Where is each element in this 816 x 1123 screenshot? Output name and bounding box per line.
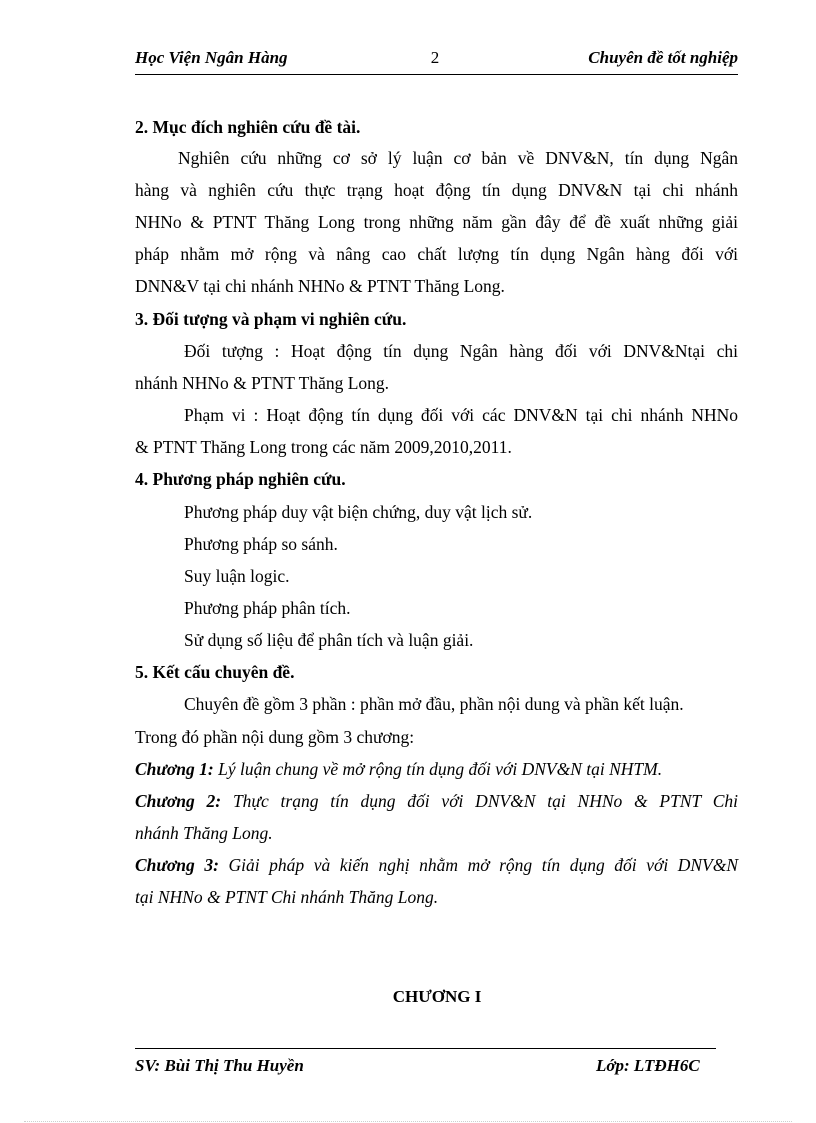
chapter-label: Chương 3: [135, 855, 219, 875]
paragraph-line: NHNo & PTNT Thăng Long trong những năm gần đây để đề xuất những giải [135, 212, 738, 232]
list-item: Phương pháp duy vật biện chứng, duy vật lịch sử. [184, 502, 533, 522]
section-2-heading: 2. Mục đích nghiên cứu đề tài. [135, 117, 361, 137]
paragraph-line: Đối tượng : Hoạt động tín dụng Ngân hàng đối với DNV&Ntại chi [184, 341, 738, 361]
footer-class: Lớp: LTĐH6C [596, 1056, 700, 1075]
chapter-3-entry [135, 855, 738, 875]
paragraph-line: Chuyên đề gồm 3 phần : phần mở đầu, phần nội dung và phần kết luận. [184, 694, 684, 714]
chapter-description: Giải pháp và kiến nghị nhằm mở rộng tín dụng đối với DNV&N [228, 855, 739, 875]
chapter-description: Thực trạng tín dụng đối với DNV&N tại NHNo & PTNT Chi [232, 791, 739, 811]
chapter-label: Chương 1: [135, 759, 214, 779]
chapter-2-entry [135, 791, 738, 811]
page-header: Học Viện Ngân Hàng 2 Chuyên đề tốt nghiệp [135, 48, 738, 75]
next-chapter-title: CHƯƠNG I [392, 987, 482, 1006]
paragraph-line: Trong đó phần nội dung gồm 3 chương: [135, 727, 415, 747]
list-item: Phương pháp so sánh. [184, 534, 338, 554]
paragraph-line: Nghiên cứu những cơ sở lý luận cơ bản về DNV&N, tín dụng Ngân [178, 148, 738, 168]
section-3-heading: 3. Đối tượng và phạm vi nghiên cứu. [135, 309, 407, 329]
list-item: Sử dụng số liệu để phân tích và luận giải. [184, 630, 474, 650]
chapter-description-cont: tại NHNo & PTNT Chi nhánh Thăng Long. [135, 887, 439, 907]
section-5-heading: 5. Kết cấu chuyên đề. [135, 662, 295, 682]
chapter-label: Chương 2: [135, 791, 222, 811]
chapter-1-entry [135, 759, 738, 779]
chapter-description: Lý luận chung về mở rộng tín dụng đối với DNV&N tại NHTM. [218, 759, 663, 779]
paragraph-line: pháp nhằm mở rộng và nâng cao chất lượng tín dụng Ngân hàng đối với [135, 244, 738, 264]
header-document-type: Chuyên đề tốt nghiệp [588, 48, 738, 67]
paragraph-line: hàng và nghiên cứu thực trạng hoạt động tín dụng DNV&N tại chi nhánh [135, 180, 738, 200]
chapter-description-cont: nhánh Thăng Long. [135, 823, 273, 843]
footer-divider [135, 1048, 716, 1049]
paragraph-line: DNN&V tại chi nhánh NHNo & PTNT Thăng Long. [135, 276, 505, 296]
list-item: Suy luận logic. [184, 566, 290, 586]
paragraph-line: Phạm vi : Hoạt động tín dụng đối với các DNV&N tại chi nhánh NHNo [184, 405, 738, 425]
list-item: Phương pháp phân tích. [184, 598, 351, 618]
paragraph-line: & PTNT Thăng Long trong các năm 2009,2010,2011. [135, 437, 512, 457]
footer-student-name: SV: Bùi Thị Thu Huyền [135, 1056, 304, 1075]
paragraph-line: nhánh NHNo & PTNT Thăng Long. [135, 373, 390, 393]
section-4-heading: 4. Phương pháp nghiên cứu. [135, 469, 346, 489]
page-bottom-edge [24, 1121, 792, 1122]
header-institution: Học Viện Ngân Hàng [135, 48, 288, 67]
